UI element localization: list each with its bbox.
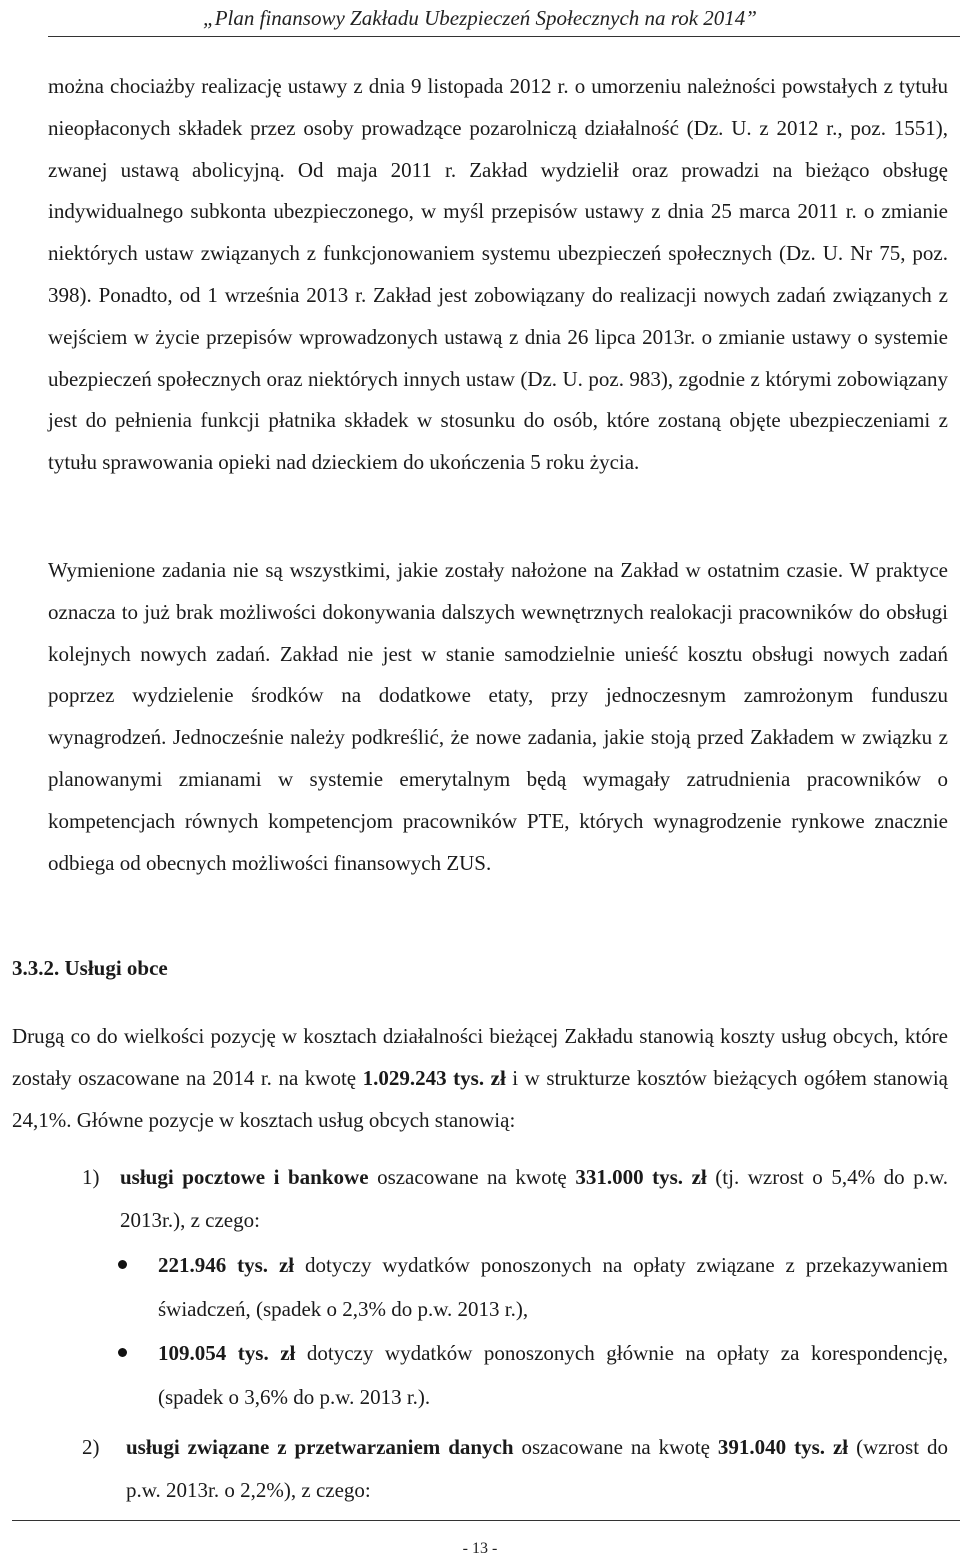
- list-item-amount: 391.040 tys. zł: [717, 1435, 849, 1459]
- intro-amount: 1.029.243 tys. zł: [362, 1065, 506, 1090]
- list-item-number: 2): [82, 1435, 100, 1459]
- bullet-description: dotyczy wydatków ponoszonych głównie na opłaty za korespondencję, (spadek o 3,6% do p.w. 2013 r.).: [158, 1341, 948, 1409]
- list-item: [82, 1426, 948, 1516]
- bullet-amount: 109.054 tys. zł: [158, 1341, 296, 1365]
- list-item-rest: (wzrost do p.w. 2013r. o 2,2%), z czego:: [126, 1435, 949, 1502]
- bullet-description: dotyczy wydatków ponoszonych na opłaty związane z przekazywaniem świadczeń, (spadek o 2,3% do p.w. 2013 r.),: [158, 1253, 948, 1321]
- bullet-amount: 221.946 tys. zł: [158, 1253, 295, 1277]
- header-divider: [48, 36, 960, 37]
- list-item-title: usługi związane z przetwarzaniem danych: [126, 1435, 514, 1459]
- page-number: - 13 -: [462, 1540, 498, 1557]
- list-item-mid: oszacowane na kwotę: [368, 1165, 576, 1189]
- footer-divider: [12, 1520, 960, 1521]
- paragraph-legal-obligations: można chociażby realizację ustawy z dnia 9 listopada 2012 r. o umorzeniu należności powstałych z tytułu nieopłaconych składek przez osoby prowadzące pozarolniczą działalność (Dz. U. z 2012 r., poz. 1551), zwanej ustawą abolicyjną. Od maja 2011 r. Zakład wydzielił oraz prowadzi na bieżąco obsługę indywidualnego subkonta ubezpieczonego, w myśl przepisów ustawy z dnia 25 marca 2011 r. o zmianie niektórych ustaw związanych z funkcjonowaniem systemu ubezpieczeń społecznych (Dz. U. Nr 75, poz. 398). Ponadto, od 1 września 2013 r. Zakład jest zobowiązany do realizacji nowych zadań związanych z wejściem w życie przepisów wprowadzonych ustawą z dnia 26 lipca 2013r. o zmianie ustawy o systemie ubezpieczeń społecznych oraz niektórych innych ustaw (Dz. U. poz. 983), zgodnie z którymi zobowiązany jest do pełnienia funkcji płatnika składek w stosunku do osób, które zostaną objęte ubezpieczeniami z tytułu sprawowania opieki nad dzieckiem do ukończenia 5 roku życia.: [48, 74, 948, 475]
- list-item-text: [120, 1156, 948, 1242]
- list-item: [82, 1156, 948, 1246]
- bullet-item: [118, 1331, 948, 1421]
- section-heading: 3.3.2. Usługi obce: [12, 956, 168, 980]
- list-item-title: usługi pocztowe i bankowe: [120, 1165, 369, 1189]
- paragraph-external-services-intro: [12, 1016, 948, 1141]
- paragraph-staffing-constraints: Wymienione zadania nie są wszystkimi, jakie zostały nałożone na Zakład w ostatnim czasie. W praktyce oznacza to już brak możliwości dokonywania dalszych wewnętrznych realokacji pracowników do obsługi kolejnych nowych zadań. Zakład nie jest w stanie samodzielnie unieść kosztu obsługi nowych zadań poprzez wydzielenie środków na dodatkowe etaty, przy jednoczesnym zamrożonym funduszu wynagrodzeń. Jednocześnie należy podkreślić, że nowe zadania, jakie stoją przed Zakładem w związku z planowanymi zmianami w systemie emerytalnym będą wymagały zatrudnienia pracowników o kompetencjach równych kompetencjom pracowników PTE, których wynagrodzenie rynkowe znacznie odbiega od obecnych możliwości finansowych ZUS.: [48, 558, 948, 875]
- bullet-text: [158, 1331, 948, 1419]
- bullet-icon: [118, 1260, 127, 1269]
- list-item-mid: oszacowane na kwotę: [513, 1435, 718, 1459]
- list-item-number: 1): [82, 1165, 100, 1189]
- bullet-text: [158, 1243, 948, 1331]
- bullet-icon: [118, 1348, 127, 1357]
- intro-text-start: Drugą co do wielkości pozycję w kosztach działalności bieżącej Zakładu stanowią koszty usług obcych, które zostały oszacowane na 2014 r. na kwotę: [12, 1024, 948, 1090]
- list-item-rest: (tj. wzrost o 5,4% do p.w. 2013r.), z czego:: [120, 1165, 948, 1232]
- running-header: „Plan finansowy Zakładu Ubezpieczeń Społecznych na rok 2014”: [203, 6, 757, 30]
- intro-text-end: i w strukturze kosztów bieżących ogółem stanowią 24,1%. Główne pozycje w kosztach usług obcych stanowią:: [12, 1065, 948, 1132]
- list-item-text: [126, 1426, 948, 1512]
- list-item-amount: 331.000 tys. zł: [575, 1165, 707, 1189]
- bullet-item: [118, 1243, 948, 1333]
